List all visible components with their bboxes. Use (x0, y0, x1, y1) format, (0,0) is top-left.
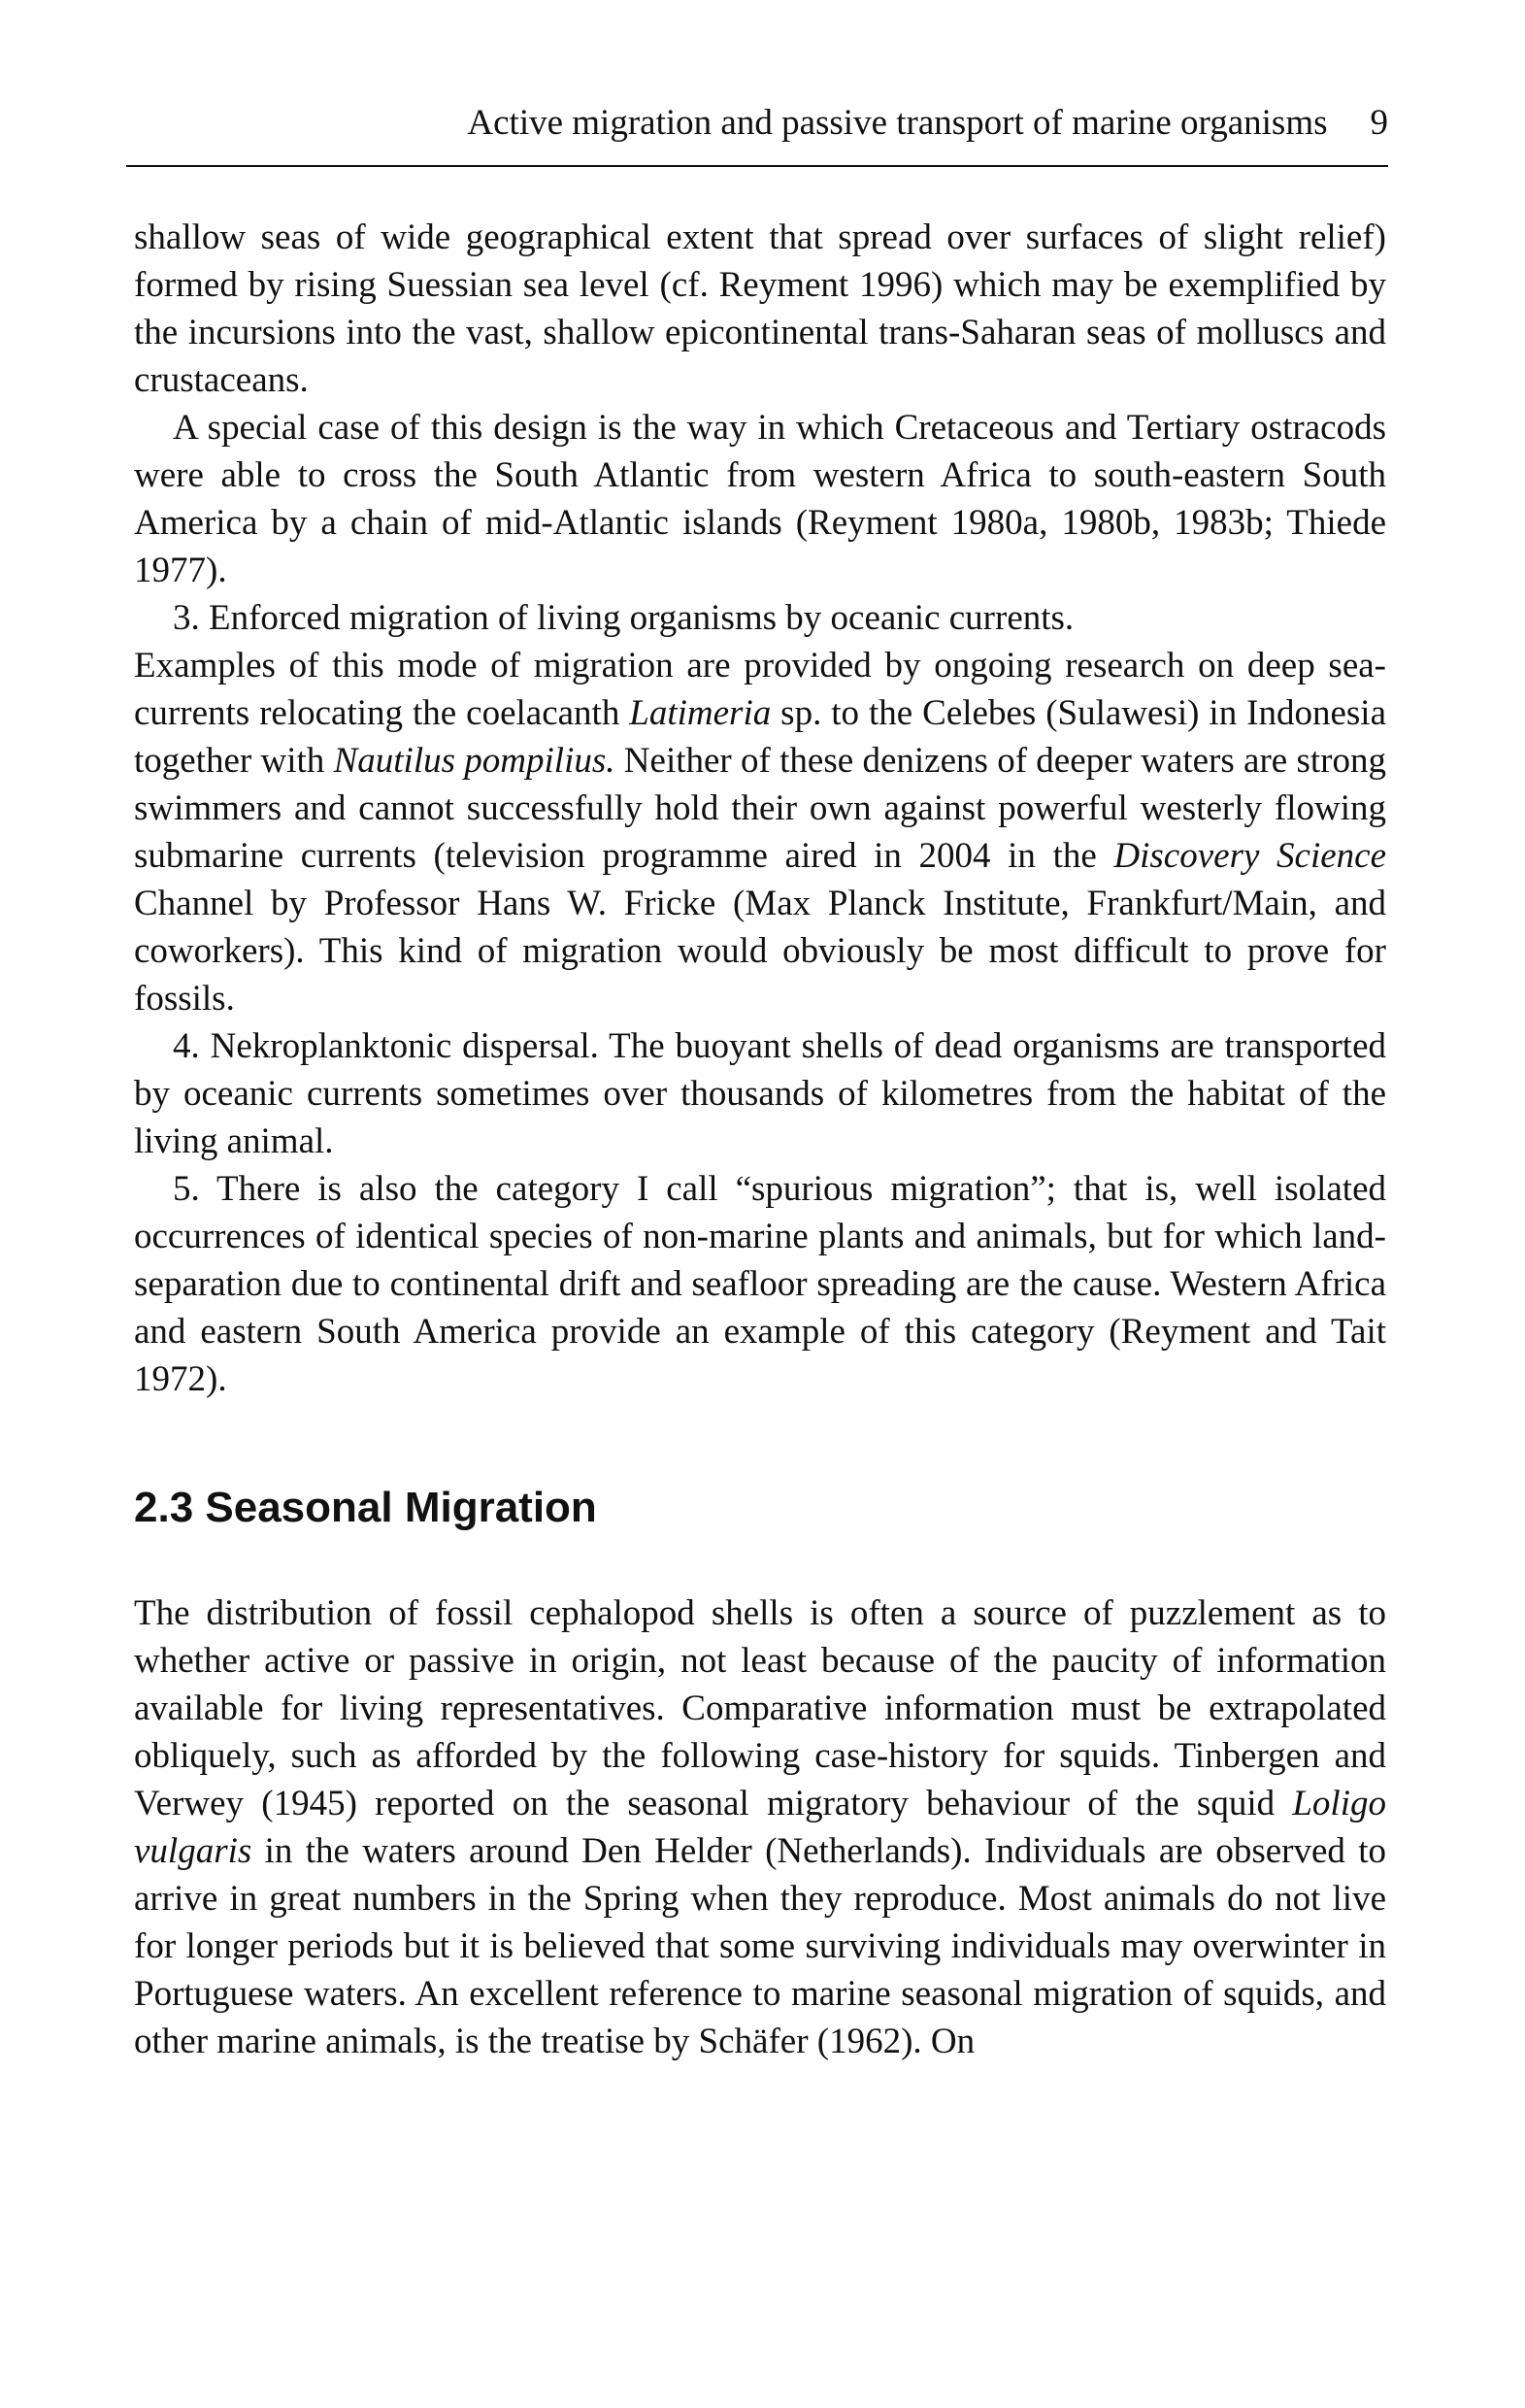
text-run: The distribution of fossil cephalopod shells is often a source of puzzlement as to whether active or passive in origin, not least because of the paucity of information available for living representatives. Comparative information must be extrapolated obliquely, such as afforded by the following case-history for squids. Tinbergen and Verwey (1945) reported on the seasonal migratory behaviour of the squid (134, 1593, 1386, 1823)
text-run: in the waters around Den Helder (Netherlands). Individuals are observed to arrive in great numbers in the Spring when they reproduce. Most animals do not live for longer periods but it is believed that some surviving individuals may overwinter in Portuguese waters. An excellent reference to marine seasonal migration of squids, and other marine animals, is the treatise by Schäfer (1962). On (134, 1831, 1386, 2061)
text-run: 3. Enforced migration of living organisms by oceanic currents. (173, 598, 1075, 638)
running-header (126, 105, 1388, 155)
italic-text: Nautilus pompilius. (333, 741, 615, 781)
header-rule (126, 165, 1388, 167)
text-run: sp. to the Celebes (Sulawesi) in Indonesia together with (134, 693, 1386, 781)
page-number: 9 (1370, 103, 1388, 143)
section-heading: 2.3 Seasonal Migration (134, 1484, 597, 1531)
text-run: A special case of this design is the way in which Cretaceous and Tertiary ostracods were able to cross the South Atlantic from western Africa to south-eastern South America by a chain of mid-Atlantic islands (Reyment 1980a, 1980b, 1983b; Thiede 1977). (134, 408, 1386, 590)
italic-text: Loligo vulgaris (134, 1784, 1386, 1871)
paragraph-group-intro (134, 214, 1386, 1403)
paragraph (134, 594, 1386, 642)
body-text (134, 214, 1386, 2065)
text-run: shallow seas of wide geographical extent that spread over surfaces of slight relief) formed by rising Suessian sea level (cf. Reyment 1996) which may be exemplified by the incursions into the vast, shallow epicontinental trans-Saharan seas of molluscs and crustaceans. (134, 217, 1386, 400)
paragraph (134, 642, 1386, 1022)
paragraph (134, 1022, 1386, 1165)
text-run: 5. There is also the category I call “spurious migration”; that is, well isolated occurrences of identical species of non-marine plants and animals, but for which land-separation due to continental drift and seafloor spreading are the cause. Western Africa and eastern South America provide an example of this category (Reyment and Tait 1972). (134, 1169, 1386, 1399)
paragraph-group-section (134, 1589, 1386, 2065)
paragraph (134, 1165, 1386, 1403)
paragraph (134, 214, 1386, 404)
text-run: Channel by Professor Hans W. Fricke (Max Planck Institute, Frankfurt/Main, and coworkers). This kind of migration would obviously be most difficult to prove for fossils. (134, 884, 1386, 1019)
text-run: Examples of this mode of migration are provided by ongoing research on deep sea-currents relocating the coelacanth (134, 646, 1386, 733)
text-run: Neither of these denizens of deeper waters are strong swimmers and cannot successfully hold their own against powerful westerly flowing submarine currents (television programme aired in 2004 in the (134, 741, 1386, 876)
italic-text: Latimeria (629, 693, 772, 733)
italic-text: Discovery Science (1113, 836, 1386, 876)
running-title: Active migration and passive transport of marine organisms (467, 103, 1328, 143)
text-run: 4. Nekroplanktonic dispersal. The buoyant shells of dead organisms are transported by oceanic currents sometimes over thousands of kilometres from the habitat of the living animal. (134, 1026, 1386, 1161)
paragraph (134, 1589, 1386, 2065)
paragraph (134, 404, 1386, 594)
